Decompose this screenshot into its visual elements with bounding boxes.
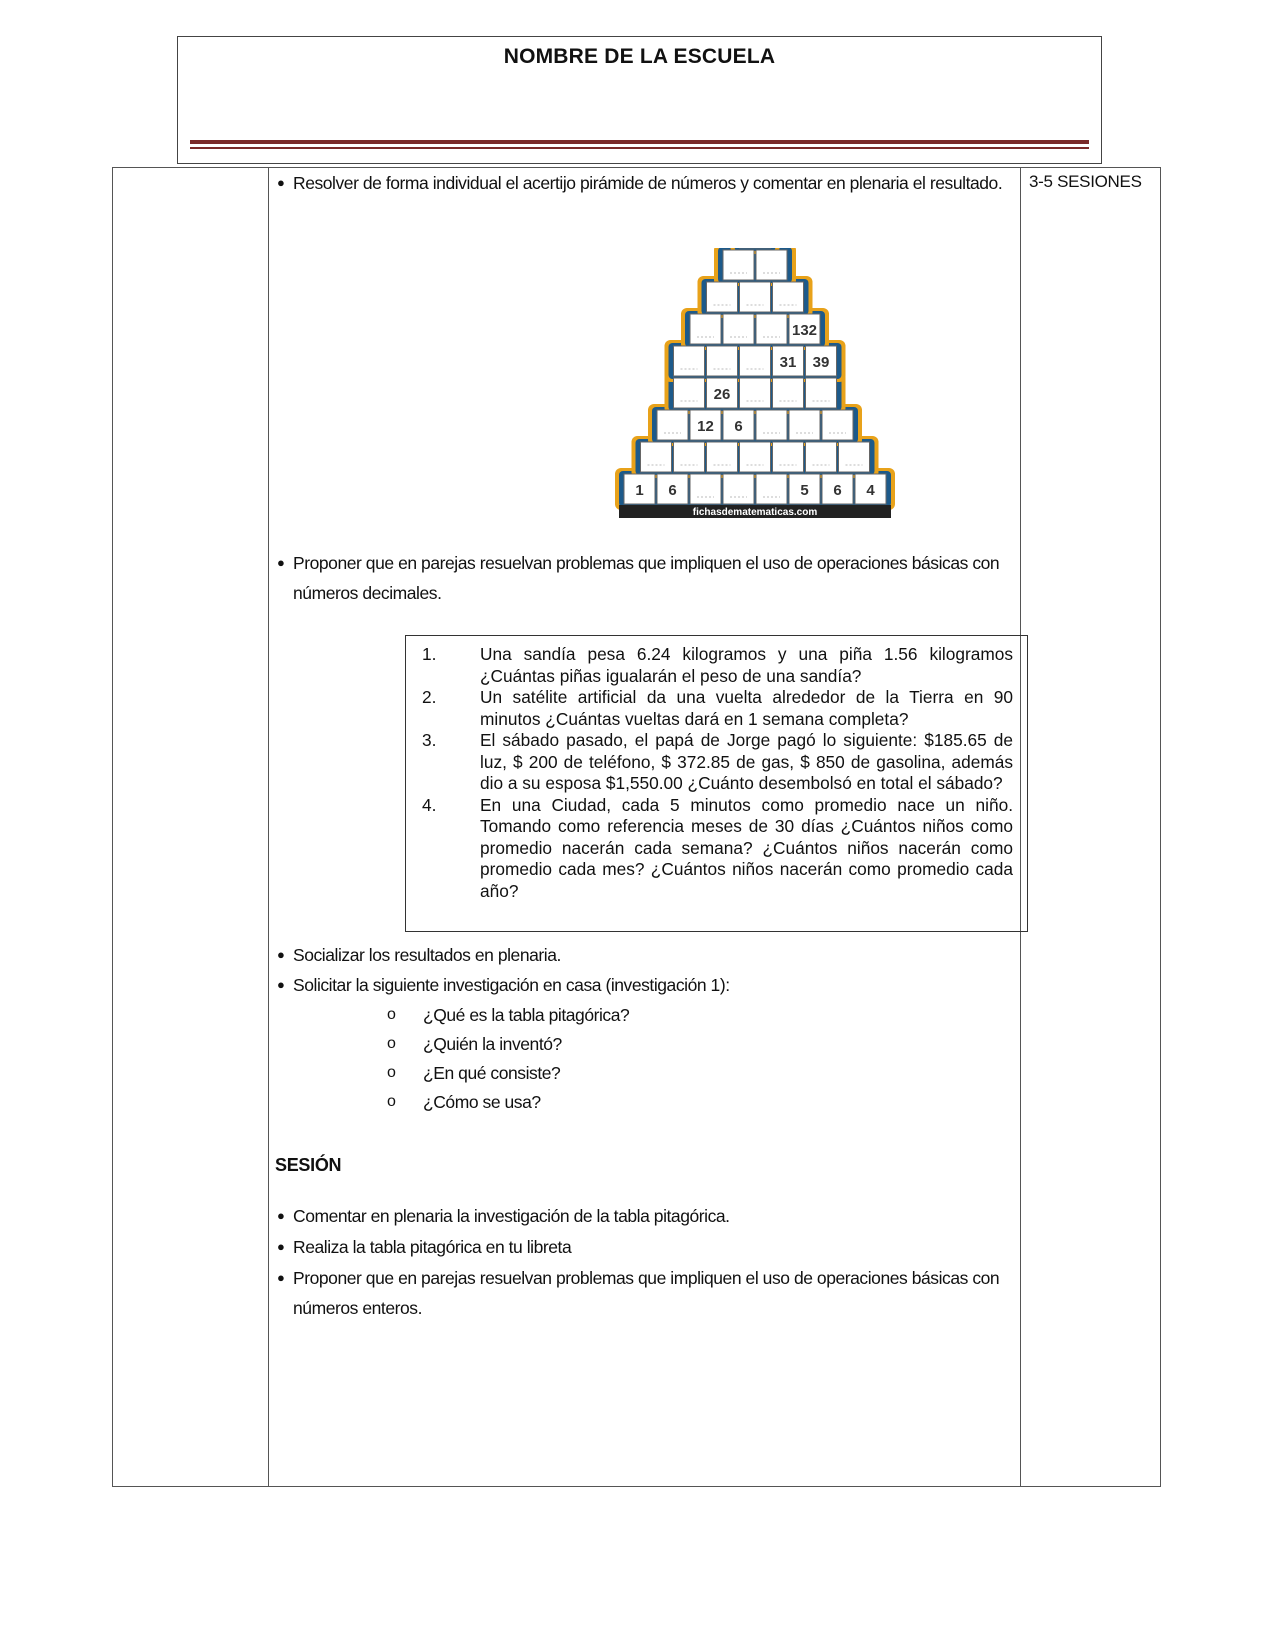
pyramid-cell [723, 314, 754, 344]
pyramid-number: 4 [866, 482, 875, 499]
research-question [387, 1029, 562, 1059]
pyramid-cell [740, 442, 771, 472]
activity-text: números enteros. [293, 1298, 422, 1318]
problem-number: 2. [422, 687, 437, 707]
research-question [387, 1087, 541, 1117]
problem-number: 1. [422, 644, 437, 664]
pyramid-cell [806, 442, 837, 472]
pyramid-cell [756, 314, 787, 344]
problem-number: 3. [422, 730, 437, 750]
activity-text: Realiza la tabla pitagórica en tu libreta [293, 1237, 572, 1257]
pyramid-number: 12 [697, 418, 714, 435]
pyramid-cell [674, 442, 705, 472]
pyramid-cell [740, 346, 771, 376]
activity-bullet [275, 168, 1015, 198]
problem-number: 4. [422, 794, 437, 815]
pyramid-number: 1 [635, 482, 644, 499]
activity-bullet [275, 970, 1015, 1000]
pyramid-cell [806, 378, 837, 408]
problem-item [418, 730, 1013, 795]
circle-bullet-icon: o [387, 1006, 396, 1023]
pyramid-cell [674, 346, 705, 376]
sessions-label: 3-5 SESIONES [1029, 172, 1142, 191]
pyramid-number: 6 [668, 482, 677, 499]
pyramid-cell [707, 442, 738, 472]
activity-text: Solicitar la siguiente investigación en casa (investigación 1): [293, 975, 730, 995]
research-question [387, 1000, 629, 1030]
problem-item [418, 687, 1013, 730]
question-text: ¿Qué es la tabla pitagórica? [423, 1005, 630, 1025]
bullet-icon: ● [277, 947, 285, 962]
pyramid-cell [756, 410, 787, 440]
bullet-icon: ● [277, 555, 285, 570]
pyramid-cell [822, 410, 853, 440]
activity-bullet [275, 1232, 1015, 1262]
problem-item [418, 644, 1013, 687]
problems-box [405, 635, 1028, 932]
school-name: NOMBRE DE LA ESCUELA [503, 45, 776, 68]
pyramid-cell [773, 282, 804, 312]
activity-bullet [275, 1201, 1015, 1231]
question-text: ¿Cómo se usa? [423, 1092, 541, 1112]
header-rule [190, 140, 1089, 149]
circle-bullet-icon: o [387, 1093, 396, 1110]
activity-bullet [275, 1263, 1015, 1323]
pyramid-cell [756, 474, 787, 504]
activity-bullet [275, 548, 1015, 608]
session-heading: SESIÓN [275, 1155, 342, 1175]
planning-table [112, 167, 1161, 1487]
pyramid-number: 39 [812, 354, 830, 371]
activities-column [275, 168, 1015, 1486]
problem-text: En una Ciudad, cada 5 minutos como promedio nace un niño. Tomando como referencia meses de 30 días ¿Cuántos niños como promedio nacerán cada semana? ¿Cuántos niños nacerán como promedio cada mes? ¿Cuántos niños nacerán como promedio cada año? [480, 794, 1013, 901]
problem-text: Un satélite artificial da una vuelta alrededor de la Tierra en 90 minutos ¿Cuántas vueltas dará en 1 semana completa? [480, 687, 1013, 729]
pyramid-number: 31 [779, 354, 797, 371]
pyramid-cell [674, 378, 705, 408]
problem-text: Una sandía pesa 6.24 kilogramos y una piña 1.56 kilogramos ¿Cuántas piñas igualarán el peso de una sandía? [480, 644, 1013, 686]
problem-item [418, 795, 1013, 903]
bullet-icon: ● [277, 1208, 285, 1223]
watermark-text: fichasdematematicas.com [692, 507, 818, 518]
activity-bullet [275, 940, 1015, 970]
pyramid-cell [756, 250, 787, 280]
activity-text: Proponer que en parejas resuelvan problemas que impliquen el uso de operaciones básicas con [293, 1268, 1000, 1288]
activity-text: Comentar en plenaria la investigación de la tabla pitagórica. [293, 1206, 730, 1226]
pyramid-cell [690, 474, 721, 504]
pyramid-cell [839, 442, 870, 472]
problem-text: El sábado pasado, el papá de Jorge pagó lo siguiente: $185.65 de luz, $ 200 de teléfono, $ 372.85 de gas, $ 850 de gasolina, además dio a su esposa $1,550.00 ¿Cuánto desembolsó en total el sábado? [480, 730, 1013, 793]
bullet-icon: ● [277, 1270, 285, 1285]
number-pyramid [605, 248, 905, 518]
circle-bullet-icon: o [387, 1035, 396, 1052]
activity-text: Resolver de forma individual el acertijo pirámide de números y comentar en plenaria el resultado. [293, 173, 1003, 193]
bullet-icon: ● [277, 977, 285, 992]
pyramid-cell [773, 378, 804, 408]
activity-text: Socializar los resultados en plenaria. [293, 945, 561, 965]
activity-text: números decimales. [293, 583, 442, 603]
question-text: ¿En qué consiste? [423, 1063, 561, 1083]
header-box [177, 36, 1102, 164]
column-divider-left [268, 168, 269, 1486]
pyramid-graphic [605, 248, 905, 518]
pyramid-number: 6 [833, 482, 842, 499]
question-text: ¿Quién la inventó? [423, 1034, 562, 1054]
circle-bullet-icon: o [387, 1064, 396, 1081]
pyramid-cell [690, 314, 721, 344]
pyramid-cell [641, 442, 672, 472]
pyramid-number: 6 [734, 418, 743, 435]
activity-text: Proponer que en parejas resuelvan problemas que impliquen el uso de operaciones básicas con [293, 553, 1000, 573]
pyramid-cell [707, 282, 738, 312]
pyramid-cell [657, 410, 688, 440]
research-question [387, 1058, 560, 1088]
pyramid-cell [740, 282, 771, 312]
pyramid-number: 5 [800, 482, 809, 499]
pyramid-cell [773, 442, 804, 472]
pyramid-number: 26 [713, 386, 731, 403]
pyramid-cell [707, 346, 738, 376]
bullet-icon: ● [277, 1239, 285, 1254]
pyramid-cell [723, 250, 754, 280]
pyramid-cell [740, 378, 771, 408]
pyramid-number: 132 [791, 322, 818, 339]
bullet-icon: ● [277, 175, 285, 190]
pyramid-cell [789, 410, 820, 440]
pyramid-cell [723, 474, 754, 504]
